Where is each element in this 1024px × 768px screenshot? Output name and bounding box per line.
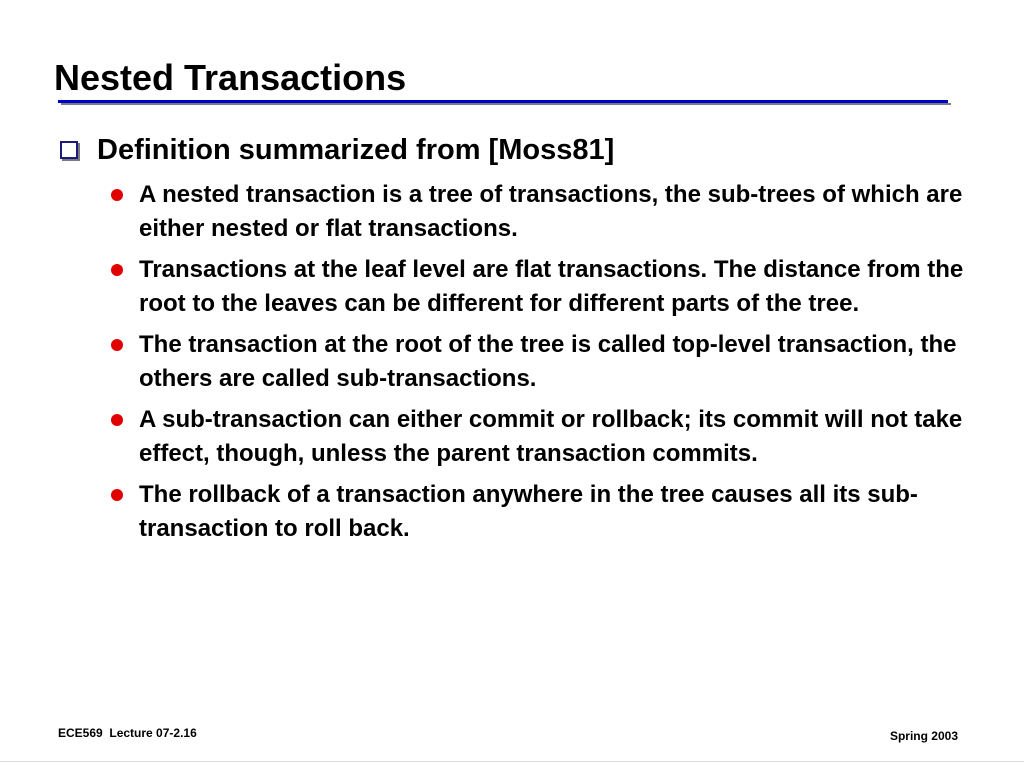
list-item (108, 478, 988, 546)
slide-title: Nested Transactions (54, 57, 407, 98)
list-item (108, 403, 988, 471)
footer-term-label: Spring 2003 (889, 729, 958, 743)
bullet-text: The transaction at the root of the tree is called top-level transaction, the others are called sub-transactions. (139, 331, 957, 392)
list-item (108, 178, 988, 246)
list-item (108, 328, 988, 396)
list-item (108, 253, 988, 321)
footer-lecture-label: ECE569 Lecture 07-2.16 (58, 726, 197, 740)
red-dot-bullet-icon (111, 489, 123, 501)
bullet-text: A nested transaction is a tree of transactions, the sub-trees of which are either nested or flat transactions. (139, 181, 963, 242)
title-underline-shadow (61, 103, 951, 105)
bullet-text: Transactions at the leaf level are flat transactions. The distance from the root to the leaves can be different for different parts of the tree. (139, 256, 964, 317)
bullet-text: The rollback of a transaction anywhere in the tree causes all its sub-transaction to roll back. (139, 481, 918, 542)
red-dot-bullet-icon (111, 189, 123, 201)
red-dot-bullet-icon (111, 264, 123, 276)
bottom-divider (0, 761, 1024, 762)
bullet-text: A sub-transaction can either commit or rollback; its commit will not take effect, though, unless the parent transaction commits. (139, 406, 963, 467)
red-dot-bullet-icon (111, 414, 123, 426)
hollow-square-bullet-icon (60, 141, 78, 159)
heading-text: Definition summarized from [Moss81] (97, 134, 615, 166)
sub-bullet-list (108, 178, 988, 553)
red-dot-bullet-icon (111, 339, 123, 351)
